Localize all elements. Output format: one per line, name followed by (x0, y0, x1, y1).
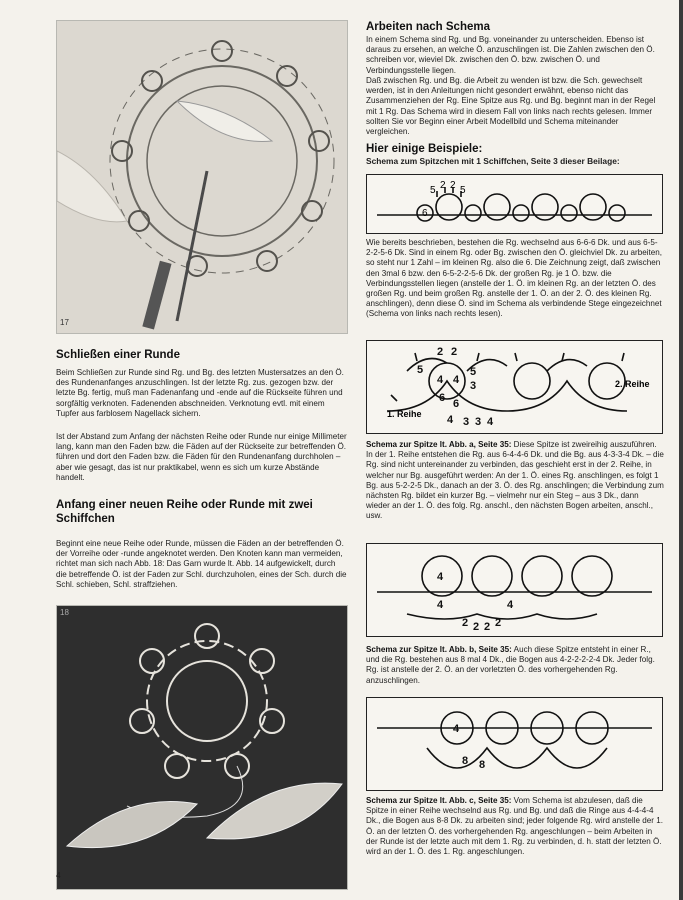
diagram-label: 5 (470, 366, 477, 378)
diagram-label: 2 (495, 617, 502, 629)
figure-number-18: 18 (60, 608, 69, 617)
paragraph-schema-1: In einem Schema sind Rg. und Bg. voneinander zu unterscheiden. Ebenso ist daraus zu ersehen, an welche Ö. anzuschlingen ist. Die Zahlen zwischen den Ö. schreiben vor, wieviel Dk. zwischen den Ö. bzw. zwischen Ö. und Verbindungsstelle liegen. (366, 35, 655, 75)
caption-a-text: Diese Spitze ist zweireihig auszuführen. In der 1. Reihe entstehen die Rg. aus 6-4-4-6 Dk. und die Bg. aus 4-3-3-4 Dk. – die Rg. sind nicht untereinander zu verbinden, das geschieht erst in der 2. Reihe, in welcher nur Bg. ausgeführt werden: An der 1. Ö. eines Rg. anschlingen, es folgt 1 Bg. aus 5-2-2-5 Dk., danach an der 3. Ö. des Rg. anschlingen; die Verbindung zum nächsten Rg. bildet ein kurzer Bg. – vielmehr nur ein Steg – aus 3 Dk., dann wieder an der 1. Ö. des folg. Rg. anschl., den nächsten Bogen arbeiten, anschl., usw. (366, 440, 664, 521)
diagram-two-row-edging (366, 340, 663, 434)
caption-schema-b (366, 645, 664, 686)
caption-b-title: Schema zur Spitze lt. Abb. b, Seite 35: (366, 645, 512, 654)
diagram-label: 4 (453, 723, 460, 735)
caption-a-title: Schema zur Spitze lt. Abb. a, Seite 35: (366, 440, 512, 449)
photo-closing-round (56, 20, 348, 334)
paragraph-closing-round: Beim Schließen zur Runde sind Rg. und Bg. des letzten Mustersatzes an den Ö. des Rundenanfanges anzuschlingen. Ist der letzte Rg. zus. gezogen bzw. der letzte Bg. fertig, muß man Fadenanfang und -ende auf die Rückseite führen und sorgfältig verknoten. Fadenenden abschneiden. Verknotung evtl. mit einem Tupfer aus farblosem Nagellack sichern. (56, 368, 344, 418)
diagram-label: 5 (417, 364, 424, 376)
heading-examples: Hier einige Beispiele: (366, 143, 483, 155)
heading-schema: Arbeiten nach Schema (366, 21, 490, 33)
diagram-label: 4 (487, 416, 494, 428)
diagram-label: 2 (437, 346, 444, 358)
diagram-label: 5 (460, 185, 466, 196)
paragraph-new-row: Beginnt eine neue Reihe oder Runde, müssen die Fäden an der betreffenden Ö. der Vorreihe oder -runde angeknotet werden. Den Knoten kann man vermeiden, richtet man sich nach Abb. 18: Das Garn wurde lt. Abb. 14 aufgewickelt, durch die betreffende Ö. ist der Faden zur Schl. durchzuholen, eines der Sch. durch die Schl. schieben, Schl. straffziehen. (56, 539, 347, 589)
diagram-label: 4 (437, 374, 444, 386)
paragraph-distance: Ist der Abstand zum Anfang der nächsten Reihe oder Runde nur einige Millimeter lang, kann man den Faden bzw. die Fäden auf der Rückseite zur betreffenden Ö. führen und dort den Faden bzw. die Fäden für den Rundenanfang durchholen – aber wie gesagt, das ist nur praktikabel, wenn es sich um kurze Abstände handelt. (56, 432, 347, 482)
row-2-label: 2. Reihe (615, 379, 650, 389)
figure-number-17: 17 (60, 318, 69, 327)
subheading-picot-schema: Schema zum Spitzchen mit 1 Schiffchen, Seite 3 dieser Beilage: (366, 156, 620, 166)
heading-closing-round: Schließen einer Runde (56, 349, 180, 361)
caption-schema-a (366, 440, 664, 522)
page-edge (679, 0, 683, 900)
diagram-label: 8 (479, 759, 486, 771)
diagram-label: 3 (470, 380, 477, 392)
diagram-label: 2 (440, 180, 446, 191)
diagram-picot (366, 174, 663, 234)
diagram-label: 6 (439, 392, 446, 404)
caption-c-text: Vom Schema ist abzulesen, daß die Spitze in einer Reihe wechselnd aus Rg. und Bg. und daß die Ringe aus 4-4-4-4 Dk., die Bogen aus 8-8 Dk. zu arbeiten sind; jeder folgende Rg. wird anstelle der 1. Ö. an der letzten Ö. des vorhergehenden Rg. angeschlungen – beim Arbeiten in der Runde ist der letzte auch mit dem 1. Rg. zu verbinden, d. h. statt der letzten Ö. wird an der 1. Ö. des 1. Rg. angeschlungen. (366, 796, 663, 857)
paragraph-picot-explain: Wie bereits beschrieben, bestehen die Rg. wechselnd aus 6-6-6 Dk. und aus 6-5-2-2-5-6 Dk. Sind in einem Rg. oder Bg. zwischen den Ö. gleichviel Dk. zu arbeiten, so steht nur 1 Zahl – im kleinen Rg. also die 6. Die Zeichnung zeigt, daß zwischen den 3mal 6 bzw. den 6-5-2-2-5-6 Dk. der großen Rg. je 1 Ö. bzw. die Verbindungsstellen liegen (anstelle der 1. Ö. im kleinen Rg. an der letzten Ö. des großen Rg. und beim großen Rg. anstelle der 1. Ö. an der 2. Ö. des kleinen Rg. anschlingen), denn diese Ö. sind im Schema als verbindende Stege eingezeichnet (Schema von links nach rechts lesen). (366, 238, 663, 319)
diagram-label: 8 (462, 755, 469, 767)
diagram-label: 2 (473, 621, 480, 633)
photo-two-shuttles (56, 605, 348, 890)
diagram-label: 3 (475, 416, 482, 428)
row-1-label: 1. Reihe (387, 409, 422, 419)
diagram-label: 5 (430, 185, 436, 196)
diagram-label: 2 (484, 621, 491, 633)
diagram-label: 6 (453, 398, 460, 410)
diagram-edging-b (366, 543, 663, 637)
diagram-label: 2 (462, 617, 469, 629)
caption-c-title: Schema zur Spitze lt. Abb. c, Seite 35: (366, 796, 512, 805)
diagram-label: 2 (451, 346, 458, 358)
diagram-edging-c (366, 697, 663, 791)
diagram-label: 6 (422, 208, 428, 219)
diagram-label: 3 (463, 416, 470, 428)
diagram-label: 4 (453, 374, 460, 386)
diagram-label: 2 (450, 180, 456, 191)
caption-schema-c (366, 796, 664, 857)
heading-new-row: Anfang einer neuen Reihe oder Runde mit zwei Schiffchen (56, 499, 313, 525)
caption-b-text: Auch diese Spitze entsteht in einer R., und die Rg. bestehen aus 8 mal 4 Dk., die Bogen aus 4-2-2-2-2-4 Dk. Jeder folg. Rg. ist anstelle der 2. Ö. an der vorletzten Ö. des vorhergehenden Rg. anzuschlingen. (366, 645, 655, 685)
page-number: 4 (56, 870, 61, 880)
diagram-label: 4 (507, 599, 514, 611)
diagram-label: 4 (447, 414, 454, 426)
diagram-label: 4 (437, 571, 444, 583)
diagram-label: 4 (437, 599, 444, 611)
paragraph-schema-2: Daß zwischen Rg. und Bg. die Arbeit zu wenden ist bzw. die Sch. gewechselt werden, ist in den Anleitungen nicht gesondert erwähnt, ebenso nicht das Zusammenziehen der Rg. Eine Spitze aus Rg. und Bg. beginnt man in der Regel mit 1 Rg. Das Schema wird in diesem Fall von links nach rechts gelesen. Immer sollten Sie vor Beginn einer Arbeit Modellbild und Schema miteinander vergleichen. (366, 76, 656, 137)
